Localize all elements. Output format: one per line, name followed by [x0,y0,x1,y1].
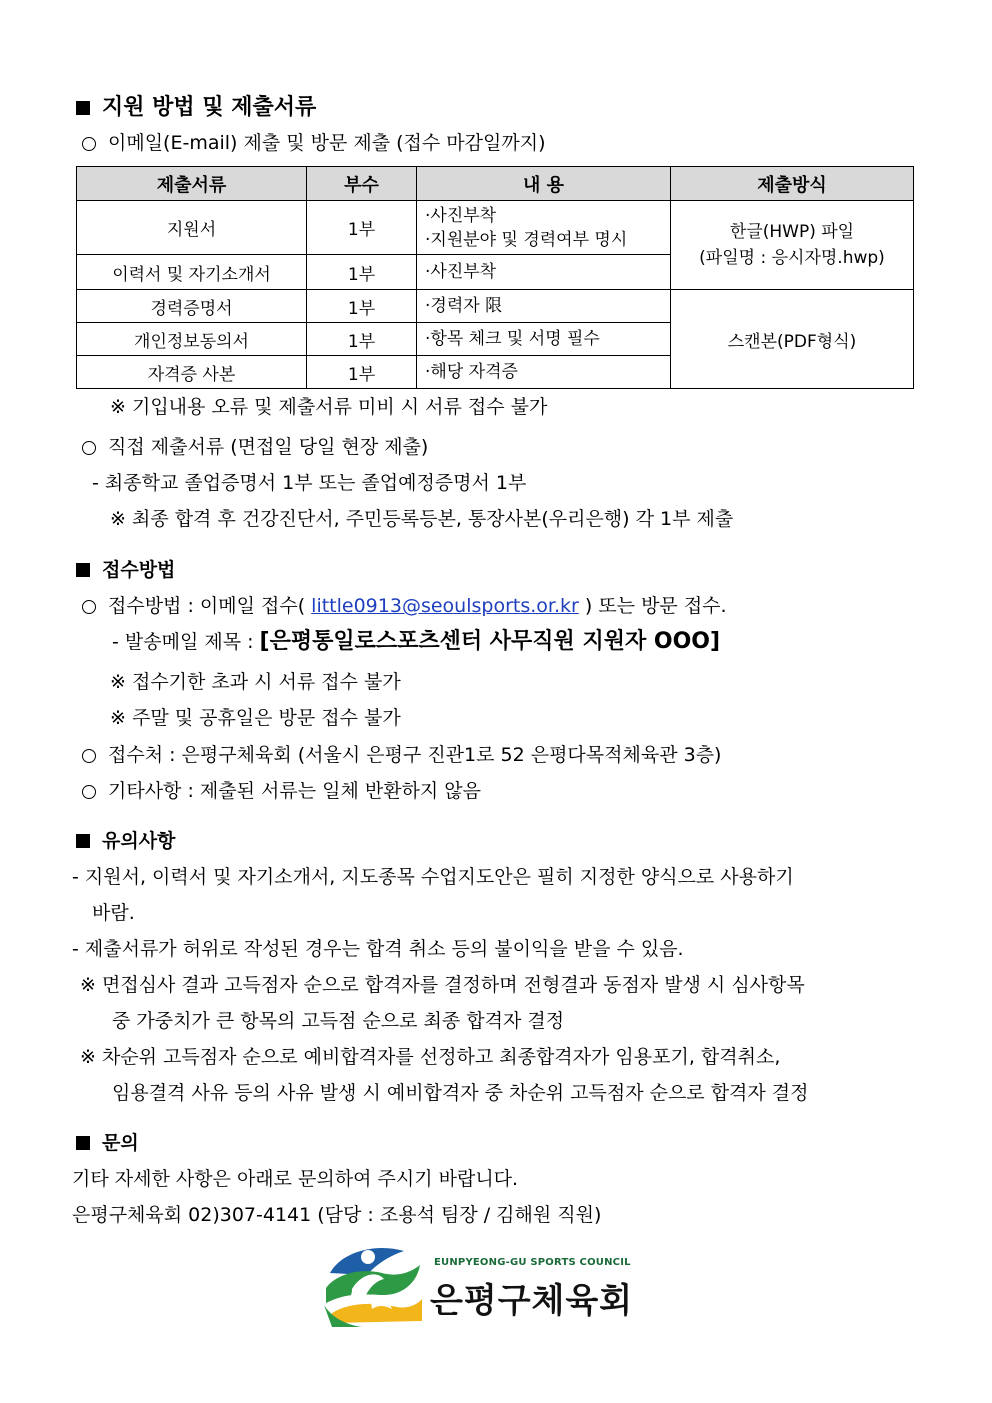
logo-korean-text: 은평구체육회 [430,1281,634,1321]
reception-etc: 기타사항 : 제출된 서류는 일체 반환하지 않음 [82,776,481,803]
square-bullet-icon [76,101,90,115]
square-bullet-icon [76,834,90,848]
email-subject: [은평통일로스포츠센터 사무직원 지원자 OOO] [259,629,721,654]
inquiry-contact: 은평구체육회 02)307-4141 (담당 : 조용석 팀장 / 김해원 직원) [72,1204,602,1226]
direct-submit-note: ※ 최종 합격 후 건강진단서, 주민등록등본, 통장사본(우리은행) 각 1부 제출 [110,508,734,530]
square-bullet-icon [76,563,90,577]
table-header: 제출서류 [77,167,307,201]
logo-english-text: EUNPYEONG-GU SPORTS COUNCIL [434,1257,631,1268]
reception-method: 접수방법 : 이메일 접수( little0913@seoulsports.or.kr ) 또는 방문 접수. [82,591,727,618]
content-cell: ·경력자 限 [417,290,671,323]
circle-bullet-icon [82,785,96,799]
table-note: ※ 기입내용 오류 및 제출서류 미비 시 서류 접수 불가 [110,396,548,418]
inquiry-line: 기타 자세한 사항은 아래로 문의하여 주시기 바랍니다. [72,1168,519,1190]
table-row [77,201,914,255]
square-bullet-icon [76,1136,90,1150]
method-cell: 스캔본(PDF형식) [671,290,914,389]
count-cell: 1부 [307,255,417,290]
email-subject-line: - 발송메일 제목 : [은평통일로스포츠센터 사무직원 지원자 OOO] [112,629,721,654]
documents-table [76,166,914,389]
table-header: 내 용 [417,167,671,201]
notice-item: - 지원서, 이력서 및 자기소개서, 지도종목 수업지도안은 필히 지정한 양식으로 사용하기 [72,866,794,888]
method-cell: 한글(HWP) 파일 (파일명 : 응시자명.hwp) [671,201,914,290]
count-cell: 1부 [307,290,417,323]
circle-bullet-icon [82,137,96,151]
reception-note: ※ 접수기한 초과 시 서류 접수 불가 [110,671,401,693]
reception-note: ※ 주말 및 공휴일은 방문 접수 불가 [110,707,401,729]
doc-cell: 개인정보동의서 [77,323,307,356]
runner-emblem-icon [322,1243,427,1328]
intro-line: 이메일(E-mail) 제출 및 방문 제출 (접수 마감일까지) [82,128,545,155]
council-logo [322,1243,642,1328]
circle-bullet-icon [82,749,96,763]
email-link[interactable]: little0913@seoulsports.or.kr [311,595,579,617]
content-cell: ·해당 자격증 [417,356,671,389]
notice-note: 중 가중치가 큰 항목의 고득점 순으로 최종 합격자 결정 [112,1010,565,1032]
content-cell: ·사진부착 [417,255,671,290]
doc-cell: 자격증 사본 [77,356,307,389]
doc-cell: 지원서 [77,201,307,255]
section-heading-notice: 유의사항 [76,826,175,853]
section-heading-application: 지원 방법 및 제출서류 [76,90,316,121]
notice-note: ※ 차순위 고득점자 순으로 예비합격자를 선정하고 최종합격자가 임용포기, 합격취소, [80,1046,781,1068]
circle-bullet-icon [82,600,96,614]
doc-cell: 경력증명서 [77,290,307,323]
section-heading-reception: 접수방법 [76,555,175,582]
notice-note: 임용결격 사유 등의 사유 발생 시 예비합격자 중 차순위 고득점자 순으로 합격자 결정 [112,1082,809,1104]
content-cell: ·사진부착 ·지원분야 및 경력여부 명시 [417,201,671,255]
circle-bullet-icon [82,441,96,455]
direct-submit-item: - 최종학교 졸업증명서 1부 또는 졸업예정증명서 1부 [92,472,527,494]
table-header: 제출방식 [671,167,914,201]
notice-item: 바람. [92,902,135,924]
count-cell: 1부 [307,323,417,356]
table-header: 부수 [307,167,417,201]
doc-cell: 이력서 및 자기소개서 [77,255,307,290]
reception-place: 접수처 : 은평구체육회 (서울시 은평구 진관1로 52 은평다목적체육관 3층) [82,740,721,767]
notice-note: ※ 면접심사 결과 고득점자 순으로 합격자를 결정하며 전형결과 동점자 발생 시 심사항목 [80,974,805,996]
notice-item: - 제출서류가 허위로 작성된 경우는 합격 취소 등의 불이익을 받을 수 있음. [72,938,684,960]
section-heading-inquiry: 문의 [76,1128,139,1155]
count-cell: 1부 [307,201,417,255]
table-row [77,290,914,323]
direct-submit-title: 직접 제출서류 (면접일 당일 현장 제출) [82,432,428,459]
content-cell: ·항목 체크 및 서명 필수 [417,323,671,356]
table-header-row [77,167,914,201]
count-cell: 1부 [307,356,417,389]
